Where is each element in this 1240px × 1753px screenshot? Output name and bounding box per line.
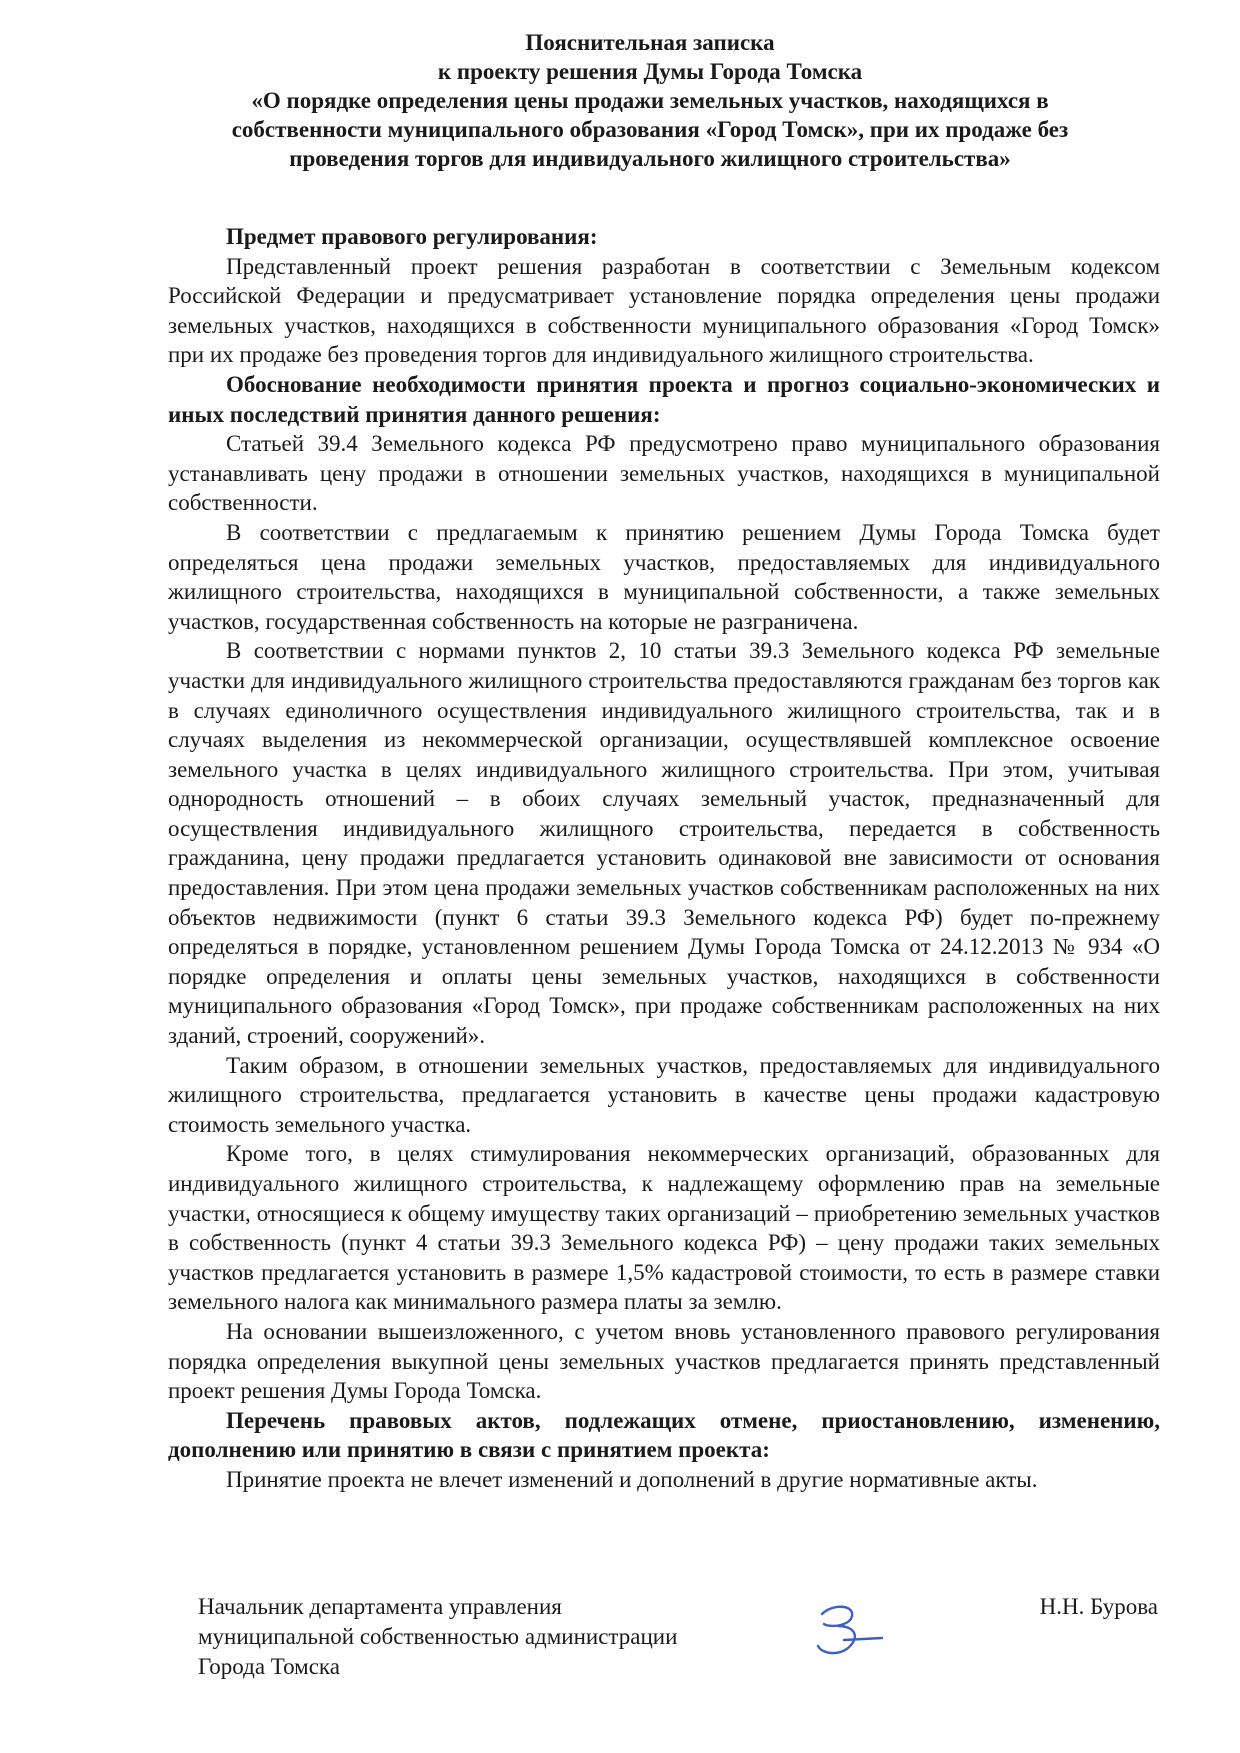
signatory-position	[198, 1592, 758, 1682]
acts-heading: Перечень правовых актов, подлежащих отмене, приостановлению, изменению, дополнению или принятию в связи с принятием проекта:	[168, 1407, 1160, 1463]
acts-paragraph: Принятие проекта не влечет изменений и дополнений в другие нормативные акты.	[226, 1466, 1038, 1492]
title-line-1: Пояснительная записка	[525, 30, 775, 55]
rationale-paragraph-2: В соответствии с предлагаемым к принятию решением Думы Города Томска будет определяться цена продажи земельных участков, предоставляемых для индивидуального жилищного строительства, находящихся в муниципальной собственности, а также земельных участков, государственная собственность на которые не разграничена.	[168, 519, 1160, 634]
rationale-paragraph-4: Таким образом, в отношении земельных участков, предоставляемых для индивидуального жилищного строительства, предлагается установить в качестве цены продажи кадастровую стоимость земельного участка.	[168, 1052, 1160, 1137]
signature-block	[198, 1592, 1158, 1712]
position-line-3: Города Томска	[198, 1654, 340, 1679]
title-line-5: проведения торгов для индивидуального жилищного строительства»	[289, 146, 1011, 171]
signatory-name: Н.Н. Бурова	[1039, 1594, 1158, 1619]
rationale-paragraph-5: Кроме того, в целях стимулирования некоммерческих организаций, образованных для индивидуального жилищного строительства, к надлежащему оформлению прав на земельные участки, относящиеся к общему имуществу таких организаций – приобретению земельных участков в собственность (пункт 4 статьи 39.3 Земельного кодекса РФ) – цену продажи таких земельных участков предлагается установить в размере 1,5% кадастровой стоимости, то есть в размере ставки земельного налога как минимального размера платы за землю.	[168, 1141, 1160, 1315]
position-line-1: Начальник департамента управления	[198, 1594, 562, 1619]
subject-paragraph: Представленный проект решения разработан в соответствии с Земельным кодексом Российской Федерации и предусматривает установление порядка определения цены продажи земельных участков, находящихся в собственности муниципального образования «Город Томск» при их продаже без проведения торгов для индивидуального жилищного строительства.	[168, 253, 1160, 368]
rationale-paragraph-3: В соответствии с нормами пунктов 2, 10 статьи 39.3 Земельного кодекса РФ земельные участки для индивидуального жилищного строительства предоставляются гражданам без торгов как в случаях единоличного осуществления индивидуального жилищного строительства, так и в случаях выделения из некоммерческой организации, осуществлявшей комплексное освоение земельного участка в целях индивидуального жилищного строительства. При этом, учитывая однородность отношений – в обоих случаях земельный участок, предназначенный для осуществления индивидуального жилищного строительства, передается в собственность гражданина, цену продажи предлагается установить одинаковой вне зависимости от основания предоставления. При этом цена продажи земельных участков собственникам расположенных на них объектов недвижимости (пункт 6 статьи 39.3 Земельного кодекса РФ) будет по-прежнему определяться в порядке, установленном решением Думы Города Томска от 24.12.2013 № 934 «О порядке определения и оплаты цены земельных участков, находящихся в собственности муниципального образования «Город Томск», при продаже собственникам расположенных на них зданий, строений, сооружений».	[168, 638, 1160, 1049]
rationale-heading: Обоснование необходимости принятия проекта и прогноз социально-экономических и иных последствий принятия данного решения:	[168, 371, 1160, 427]
handwritten-signature-icon	[808, 1600, 888, 1660]
title-line-2: к проекту решения Думы Города Томска	[437, 59, 863, 84]
rationale-paragraph-6: На основании вышеизложенного, с учетом вновь установленного правового регулирования порядка определения выкупной цены земельных участков предлагается принять представленный проект решения Думы Города Томска.	[168, 1318, 1160, 1404]
document-title	[150, 28, 1150, 173]
document-body	[168, 222, 1160, 1495]
position-line-2: муниципальной собственностью администрации	[198, 1624, 678, 1649]
subject-heading: Предмет правового регулирования:	[226, 224, 598, 249]
title-line-3: «О порядке определения цены продажи земельных участков, находящихся в	[251, 88, 1049, 113]
title-line-4: собственности муниципального образования «Город Томск», при их продаже без	[231, 117, 1069, 142]
rationale-paragraph-1: Статьей 39.4 Земельного кодекса РФ предусмотрено право муниципального образования устанавливать цену продажи в отношении земельных участков, находящихся в муниципальной собственности.	[168, 431, 1160, 516]
